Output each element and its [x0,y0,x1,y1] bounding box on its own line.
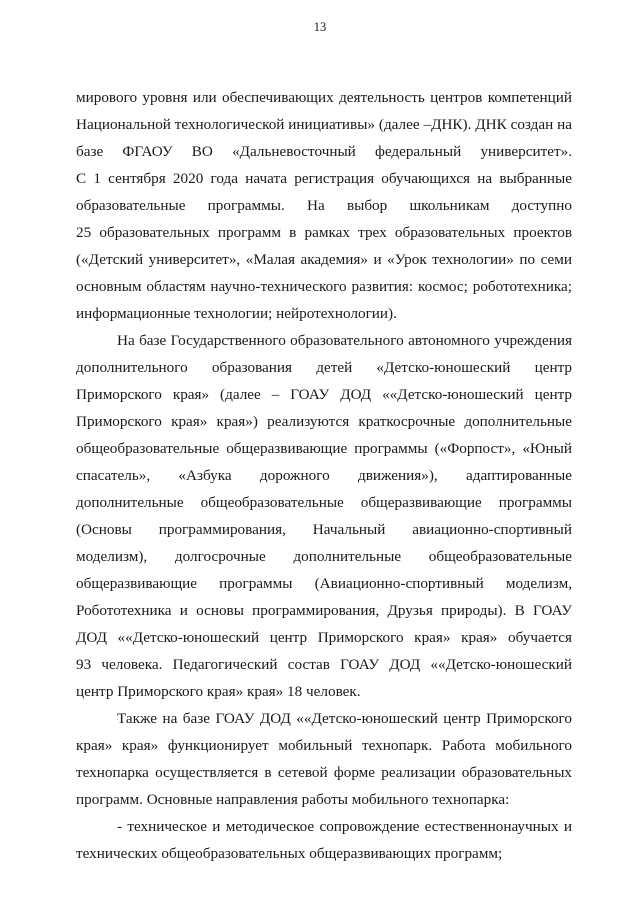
text-line: На базе Государственного образовательного автономного учреждения [117,332,572,349]
text-line: ДОД ««Детско-юношеский центр Приморского края» края» обучается [76,629,572,646]
text-line: центр Приморского края» края» 18 человек. [76,683,361,700]
text-line: С 1 сентября 2020 года начата регистрация обучающихся на выбранные [76,170,572,187]
text-line: - техническое и методическое сопровождение естественнонаучных и [117,818,572,835]
text-line: края» края» функционирует мобильный технопарк. Работа мобильного [76,737,572,754]
text-line: информационные технологии; нейротехнологии). [76,305,397,322]
text-line: Приморского края» (далее – ГОАУ ДОД ««Детско-юношеский центр [76,386,572,403]
text-line: базе ФГАОУ ВО «Дальневосточный федеральный университет». [76,143,572,160]
text-line: спасатель», «Азбука дорожного движения»), адаптированные [76,467,572,484]
text-line: дополнительного образования детей «Детско-юношеский центр [76,359,572,376]
text-line: мирового уровня или обеспечивающих деятельность центров компетенций [76,89,572,106]
text-line: общеобразовательные общеразвивающие программы («Форпост», «Юный [76,440,572,457]
text-line: программ. Основные направления работы мобильного технопарка: [76,791,510,808]
text-line: Также на базе ГОАУ ДОД ««Детско-юношеский центр Приморского [117,710,572,727]
text-line: образовательные программы. На выбор школьникам доступно [76,197,572,214]
page-number: 13 [313,20,327,34]
text-line: технопарка осуществляется в сетевой форме реализации образовательных [76,764,572,781]
text-line: (Основы программирования, Начальный авиационно-спортивный [76,521,572,538]
text-line: общеразвивающие программы (Авиационно-спортивный моделизм, [76,575,572,592]
text-line: технических общеобразовательных общеразвивающих программ; [76,845,503,862]
text-line: 25 образовательных программ в рамках трех образовательных проектов [76,224,572,241]
text-line: («Детский университет», «Малая академия» и «Урок технологии» по семи [76,251,572,268]
text-line: 93 человека. Педагогический состав ГОАУ ДОД ««Детско-юношеский [76,656,572,673]
text-line: моделизм), долгосрочные дополнительные общеобразовательные [76,548,572,565]
text-line: Приморского края» края») реализуются краткосрочные дополнительные [76,413,572,430]
text-line: дополнительные общеобразовательные общеразвивающие программы [76,494,572,511]
text-line: Национальной технологической инициативы» (далее –ДНК). ДНК создан на [76,116,572,133]
text-line: Робототехника и основы программирования, Друзья природы). В ГОАУ [76,602,572,619]
text-line: основным областям научно-технического развития: космос; робототехника; [76,278,572,295]
